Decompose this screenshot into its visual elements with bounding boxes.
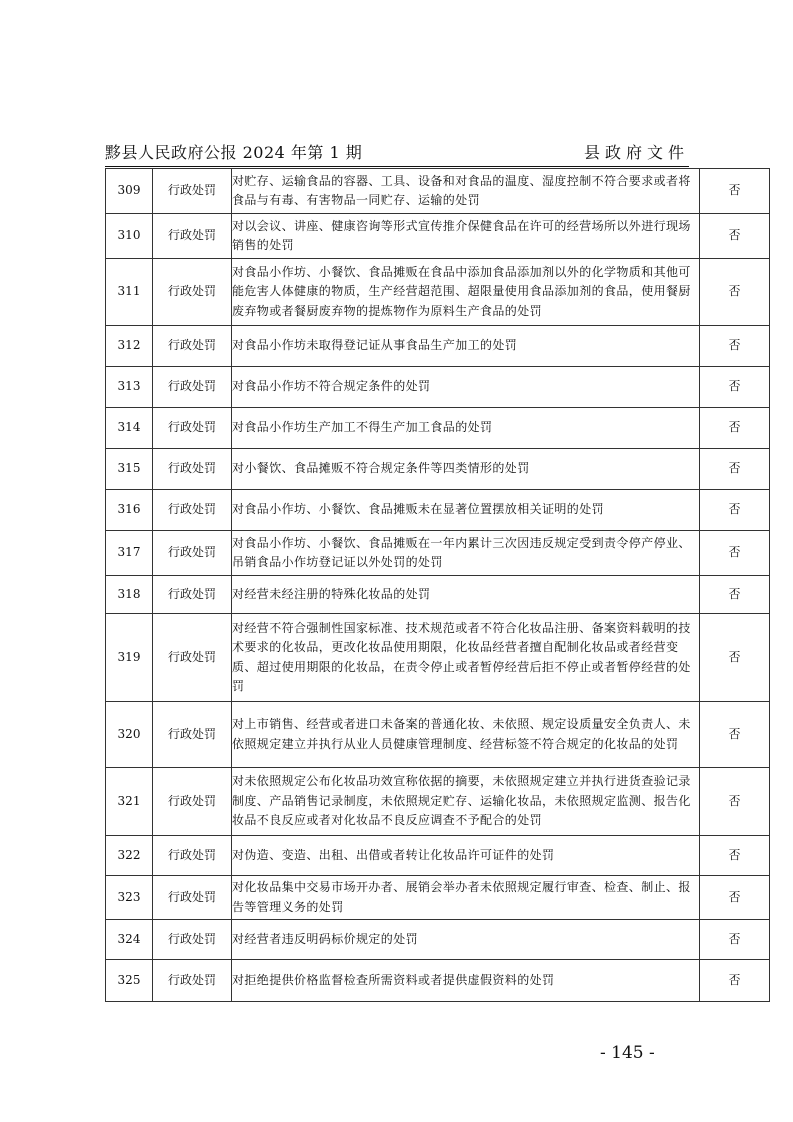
row-number: 316 [106,490,153,531]
row-flag: 否 [700,876,770,920]
table-row [106,408,770,449]
row-number: 325 [106,960,153,1002]
row-number: 310 [106,214,153,259]
row-type: 行政处罚 [153,876,232,920]
row-type: 行政处罚 [153,214,232,259]
row-flag: 否 [700,490,770,531]
row-content: 对贮存、运输食品的容器、工具、设备和对食品的温度、湿度控制不符合要求或者将食品与有毒、有害物品一同贮存、运输的处罚 [232,169,700,214]
row-number: 317 [106,531,153,576]
table-row [106,214,770,259]
row-content: 对以会议、讲座、健康咨询等形式宣传推介保健食品在许可的经营场所以外进行现场销售的处罚 [232,214,700,259]
row-flag: 否 [700,326,770,367]
row-number: 312 [106,326,153,367]
row-content: 对食品小作坊、小餐饮、食品摊贩在一年内累计三次因违反规定受到责令停产停业、吊销食品小作坊登记证以外处罚的处罚 [232,531,700,576]
table-row [106,576,770,614]
row-content: 对食品小作坊、小餐饮、食品摊贩在食品中添加食品添加剂以外的化学物质和其他可能危害人体健康的物质，生产经营超范围、超限量使用食品添加剂的食品，使用餐厨废弃物或者餐厨废弃物的提炼物作为原料生产食品的处罚 [232,259,700,326]
row-content: 对食品小作坊生产加工不得生产加工食品的处罚 [232,408,700,449]
row-number: 321 [106,768,153,836]
row-flag: 否 [700,576,770,614]
row-type: 行政处罚 [153,960,232,1002]
row-number: 318 [106,576,153,614]
row-number: 320 [106,702,153,768]
row-type: 行政处罚 [153,408,232,449]
row-type: 行政处罚 [153,259,232,326]
row-number: 313 [106,367,153,408]
row-type: 行政处罚 [153,836,232,876]
table-row [106,531,770,576]
row-flag: 否 [700,214,770,259]
row-content: 对化妆品集中交易市场开办者、展销会举办者未依照规定履行审查、检查、制止、报告等管理义务的处罚 [232,876,700,920]
row-type: 行政处罚 [153,768,232,836]
row-content: 对食品小作坊、小餐饮、食品摊贩未在显著位置摆放相关证明的处罚 [232,490,700,531]
table-row [106,169,770,214]
row-flag: 否 [700,531,770,576]
row-flag: 否 [700,367,770,408]
row-type: 行政处罚 [153,576,232,614]
row-type: 行政处罚 [153,326,232,367]
row-type: 行政处罚 [153,490,232,531]
row-number: 314 [106,408,153,449]
penalty-table [105,168,770,1002]
row-content: 对经营者违反明码标价规定的处罚 [232,920,700,960]
header-rule [105,166,689,167]
row-content: 对食品小作坊不符合规定条件的处罚 [232,367,700,408]
table-row [106,259,770,326]
section-title: 县政府文件 [583,143,689,162]
gazette-title: 黟县人民政府公报 2024 年第 1 期 [105,143,363,162]
table-row [106,490,770,531]
table-row [106,326,770,367]
row-flag: 否 [700,960,770,1002]
row-content: 对上市销售、经营或者进口未备案的普通化妆、未依照、规定设质量安全负责人、未依照规定建立并执行从业人员健康管理制度、经营标签不符合规定的化妆品的处罚 [232,702,700,768]
row-flag: 否 [700,169,770,214]
row-number: 323 [106,876,153,920]
row-number: 319 [106,614,153,702]
table-row [106,960,770,1002]
row-number: 324 [106,920,153,960]
row-type: 行政处罚 [153,614,232,702]
table-row [106,367,770,408]
row-number: 322 [106,836,153,876]
row-flag: 否 [700,768,770,836]
row-content: 对经营未经注册的特殊化妆品的处罚 [232,576,700,614]
row-content: 对食品小作坊未取得登记证从事食品生产加工的处罚 [232,326,700,367]
table-row [106,768,770,836]
row-number: 315 [106,449,153,490]
row-flag: 否 [700,408,770,449]
row-flag: 否 [700,449,770,490]
row-content: 对经营不符合强制性国家标准、技术规范或者不符合化妆品注册、备案资料载明的技术要求的化妆品，更改化妆品使用期限，化妆品经营者擅自配制化妆品或者经营变质、超过使用期限的化妆品，在责令停止或者暂停经营后拒不停止或者暂停经营的处罚 [232,614,700,702]
row-type: 行政处罚 [153,367,232,408]
row-content: 对伪造、变造、出租、出借或者转让化妆品许可证件的处罚 [232,836,700,876]
table-row [106,702,770,768]
row-flag: 否 [700,836,770,876]
page-number: - 145 - [600,1043,655,1063]
row-flag: 否 [700,920,770,960]
row-content: 对小餐饮、食品摊贩不符合规定条件等四类情形的处罚 [232,449,700,490]
row-flag: 否 [700,702,770,768]
table-row [106,920,770,960]
row-flag: 否 [700,614,770,702]
table-row [106,876,770,920]
table-row [106,836,770,876]
page-header [105,140,689,164]
row-type: 行政处罚 [153,920,232,960]
row-number: 311 [106,259,153,326]
row-type: 行政处罚 [153,449,232,490]
row-type: 行政处罚 [153,169,232,214]
row-type: 行政处罚 [153,531,232,576]
row-content: 对未依照规定公布化妆品功效宣称依据的摘要，未依照规定建立并执行进货查验记录制度、产品销售记录制度，未依照规定贮存、运输化妆品，未依照规定监测、报告化妆品不良反应或者对化妆品不良反应调查不予配合的处罚 [232,768,700,836]
row-flag: 否 [700,259,770,326]
table-row [106,614,770,702]
row-content: 对拒绝提供价格监督检查所需资料或者提供虚假资料的处罚 [232,960,700,1002]
table-row [106,449,770,490]
row-number: 309 [106,169,153,214]
row-type: 行政处罚 [153,702,232,768]
